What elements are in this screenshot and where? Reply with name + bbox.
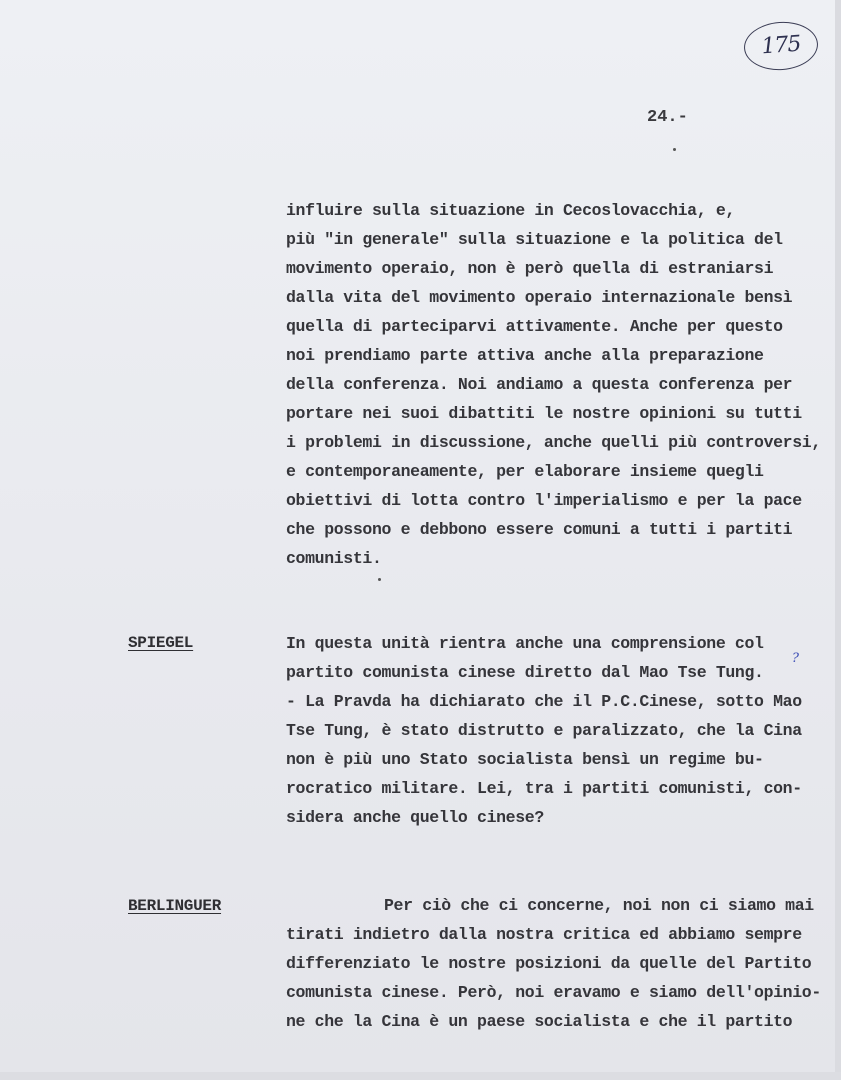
text-line: sidera anche quello cinese? [286, 808, 544, 827]
text-line: ne che la Cina è un paese socialista e che il partito [286, 1012, 793, 1031]
text-line: portare nei suoi dibattiti le nostre opinioni su tutti [286, 404, 802, 423]
text-line: comunista cinese. Però, noi eravamo e siamo dell'opinio- [286, 983, 821, 1002]
text-line: i problemi in discussione, anche quelli più controversi, [286, 433, 821, 452]
speaker-label-spiegel: SPIEGEL [128, 634, 194, 652]
page-edge-right [835, 0, 841, 1080]
text-line: quella di parteciparvi attivamente. Anche per questo [286, 317, 783, 336]
text-line: movimento operaio, non è però quella di estraniarsi [286, 259, 774, 278]
text-line: differenziato le nostre posizioni da quelle del Partito [286, 954, 812, 973]
page-edge-bottom [0, 1072, 841, 1080]
text-line: comunisti. [286, 549, 382, 568]
text-line: obiettivi di lotta contro l'imperialismo e per la pace [286, 491, 802, 510]
text-line: e contemporaneamente, per elaborare insieme quegli [286, 462, 764, 481]
text-line: più "in generale" sulla situazione e la politica del [286, 230, 783, 249]
text-line: rocratico militare. Lei, tra i partiti comunisti, con- [286, 779, 802, 798]
dot-mark [673, 148, 676, 151]
answer-paragraph [286, 891, 826, 1036]
text-line: della conferenza. Noi andiamo a questa conferenza per [286, 375, 793, 394]
dot-mark [378, 578, 381, 581]
paragraph-continuation [286, 196, 826, 573]
text-line: che possono e debbono essere comuni a tutti i partiti [286, 520, 793, 539]
archive-stamp: 175 [742, 19, 819, 72]
question-paragraph [286, 629, 826, 832]
text-line: dalla vita del movimento operaio internazionale bensì [286, 288, 793, 307]
text-line: noi prendiamo parte attiva anche alla preparazione [286, 346, 764, 365]
text-line: influire sulla situazione in Cecoslovacchia, e, [286, 201, 735, 220]
text-line: Per ciò che ci concerne, noi non ci siamo mai [384, 896, 814, 915]
text-line: partito comunista cinese diretto dal Mao Tse Tung. [286, 663, 764, 682]
page-number: 24.- [647, 108, 688, 127]
text-line: tirati indietro dalla nostra critica ed abbiamo sempre [286, 925, 802, 944]
text-line: Tse Tung, è stato distrutto e paralizzato, che la Cina [286, 721, 802, 740]
speaker-label-berlinguer: BERLINGUER [128, 897, 222, 915]
handwritten-question-mark: ? [792, 651, 799, 666]
text-line: - La Pravda ha dichiarato che il P.C.Cinese, sotto Mao [286, 692, 802, 711]
text-line: non è più uno Stato socialista bensì un regime bu- [286, 750, 764, 769]
text-line: In questa unità rientra anche una comprensione col [286, 634, 764, 653]
